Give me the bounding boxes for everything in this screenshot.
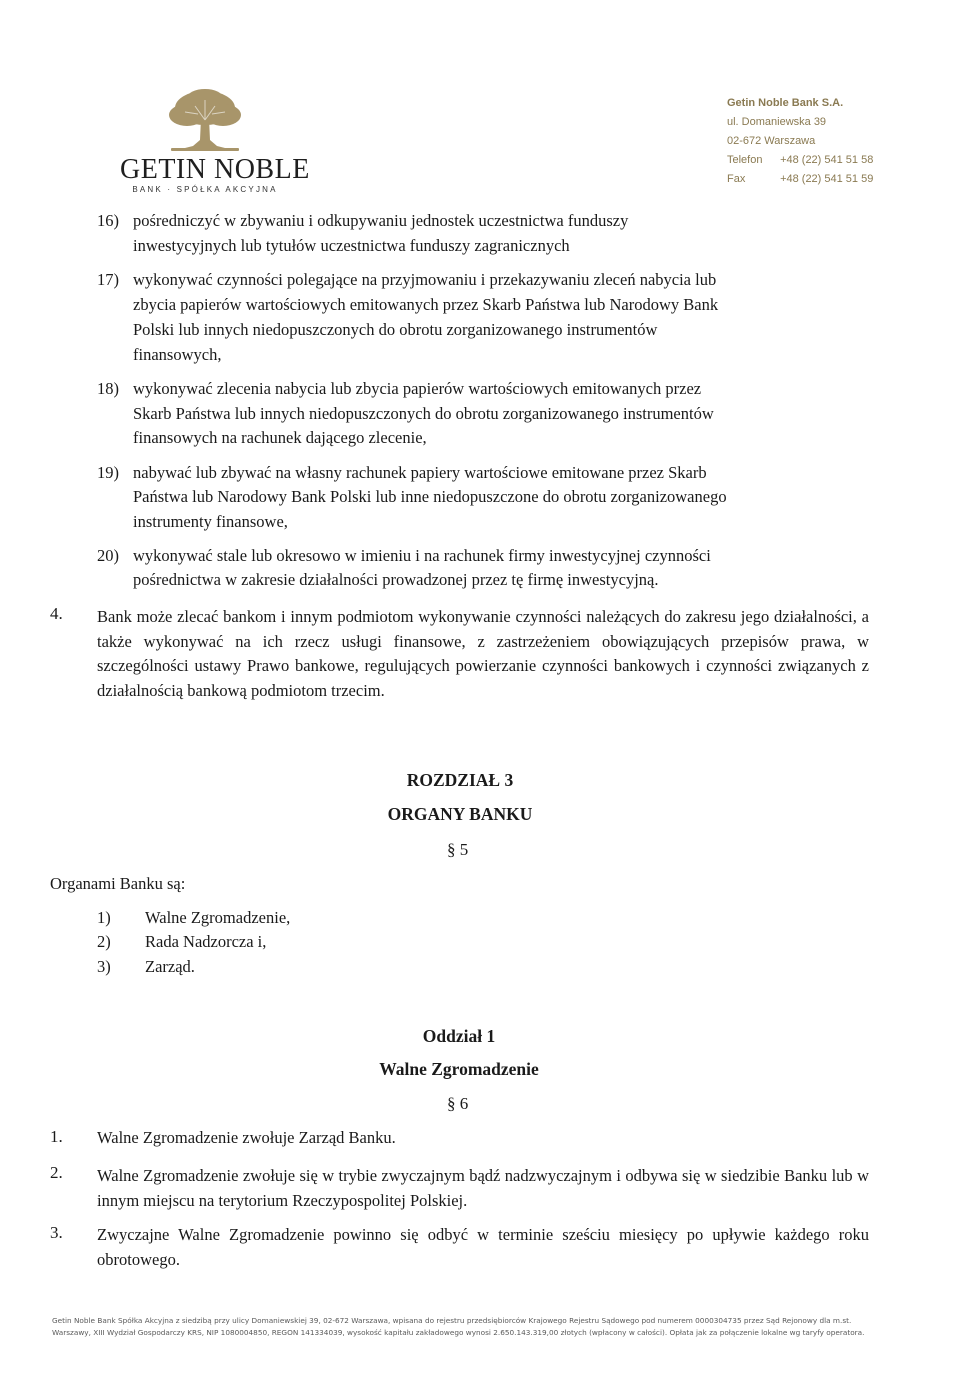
bank-logo xyxy=(120,88,310,194)
paragraph-number: 4. xyxy=(50,604,63,623)
organ-number: 1) xyxy=(97,908,111,927)
chapter-title: ROZDZIAŁ 3 xyxy=(406,770,514,790)
phone-row xyxy=(727,151,907,170)
division-subtitle: Walne Zgromadzenie xyxy=(379,1059,539,1079)
item-line: finansowych, xyxy=(133,345,222,364)
logo-name: GETIN NOBLE xyxy=(120,154,310,185)
item-line: pośredniczyć w zbywaniu i odkupywaniu jednostek uczestnictwa funduszy xyxy=(133,211,629,230)
point-text: Zwyczajne Walne Zgromadzenie powinno się odbyć w terminie sześciu miesięcy po upływie każdego roku obrotowego. xyxy=(97,1225,869,1269)
item-line: nabywać lub zbywać na własny rachunek papiery wartościowe emitowane przez Skarb xyxy=(133,463,707,482)
contact-block xyxy=(727,94,907,189)
phone-number: +48 (22) 541 51 58 xyxy=(780,154,874,166)
point-number: 3. xyxy=(50,1223,63,1242)
item-line: pośrednictwa w zakresie działalności prowadzonej przez tę firmę inwestycyjną. xyxy=(133,570,659,589)
logo-subtitle: BANK · SPÓŁKA AKCYJNA xyxy=(132,185,278,194)
organ-number: 2) xyxy=(97,932,111,951)
point-number: 1. xyxy=(50,1127,63,1146)
item-line: zbycia papierów wartościowych emitowanych przez Skarb Państwa lub Narodowy Bank xyxy=(133,295,719,314)
phone-label: Telefon xyxy=(727,154,763,166)
fax-number: +48 (22) 541 51 59 xyxy=(780,173,874,185)
section-mark: § 6 xyxy=(447,1094,469,1113)
point-number: 2. xyxy=(50,1163,63,1182)
item-line: instrumenty finansowe, xyxy=(133,512,288,531)
item-line: wykonywać zlecenia nabycia lub zbycia papierów wartościowych emitowanych przez xyxy=(133,379,702,398)
item-line: inwestycyjnych lub tytułów uczestnictwa funduszy zagranicznych xyxy=(133,236,570,255)
chapter-subtitle: ORGANY BANKU xyxy=(387,804,533,824)
bank-street: ul. Domaniewska 39 xyxy=(727,116,827,128)
point-text: Walne Zgromadzenie zwołuje się w trybie zwyczajnym bądź nadzwyczajnym i odbywa się w siedzibie Banku lub w innym miejscu na terytorium Rzeczypospolitej Polskiej. xyxy=(97,1166,869,1210)
item-number: 17) xyxy=(97,270,119,289)
organ-name: Zarząd. xyxy=(145,957,195,976)
bank-city: 02-672 Warszawa xyxy=(727,135,816,147)
footer-line: Getin Noble Bank Spółka Akcyjna z siedzibą przy ulicy Domaniewskiej 39, 02-672 Warszawa, wpisana do rejestru przedsiębiorców Krajowego Rejestru Sądowego pod numerem 0000304735 przez Sąd Rejonowy dla m.st. xyxy=(52,1316,852,1325)
item-number: 20) xyxy=(97,546,119,565)
organs-intro: Organami Banku są: xyxy=(50,874,186,893)
section-mark: § 5 xyxy=(447,840,469,859)
item-line: finansowych na rachunek dającego zlecenie, xyxy=(133,428,427,447)
division-title: Oddział 1 xyxy=(422,1026,496,1046)
item-number: 16) xyxy=(97,211,119,230)
organ-name: Rada Nadzorcza i, xyxy=(145,932,267,951)
item-number: 19) xyxy=(97,463,119,482)
bank-name: Getin Noble Bank S.A. xyxy=(727,97,844,109)
tree-icon xyxy=(165,88,245,154)
item-line: Polski lub innych niedopuszczonych do obrotu zorganizowanego instrumentów xyxy=(133,320,658,339)
item-number: 18) xyxy=(97,379,119,398)
organ-name: Walne Zgromadzenie, xyxy=(145,908,291,927)
item-line: Państwa lub Narodowy Bank Polski lub inne niedopuszczone do obrotu zorganizowanego xyxy=(133,487,727,506)
footer-line: Warszawy, XIII Wydział Gospodarczy KRS, NIP 1080004850, REGON 141334039, wysokość kapitału zakładowego wynosi 2.650.143.319,00 złotych (wpłacony w całości). Opłata jak za połączenie lokalne wg taryfy operatora. xyxy=(52,1328,865,1337)
organ-number: 3) xyxy=(97,957,111,976)
footer xyxy=(52,1315,942,1339)
fax-label: Fax xyxy=(727,173,746,185)
item-line: wykonywać stale lub okresowo w imieniu i na rachunek firmy inwestycyjnej czynności xyxy=(133,546,711,565)
paragraph-text: Bank może zlecać bankom i innym podmiotom wykonywanie czynności należących do zakresu jego działalności, a także wykonywać na ich rzecz usługi finansowe, z zastrzeżeniem obowiązujących przepisów prawa, w szczególności ustawy Prawo bankowe, regulujących powierzanie czynności bankowych i czynności związanych z działalnością bankową podmiotom trzecim. xyxy=(97,607,869,700)
point-text: Walne Zgromadzenie zwołuje Zarząd Banku. xyxy=(97,1128,396,1147)
fax-row xyxy=(727,170,907,189)
item-line: Skarb Państwa lub innych niedopuszczonych do obrotu zorganizowanego instrumentów xyxy=(133,404,714,423)
item-line: wykonywać czynności polegające na przyjmowaniu i przekazywaniu zleceń nabycia lub xyxy=(133,270,717,289)
